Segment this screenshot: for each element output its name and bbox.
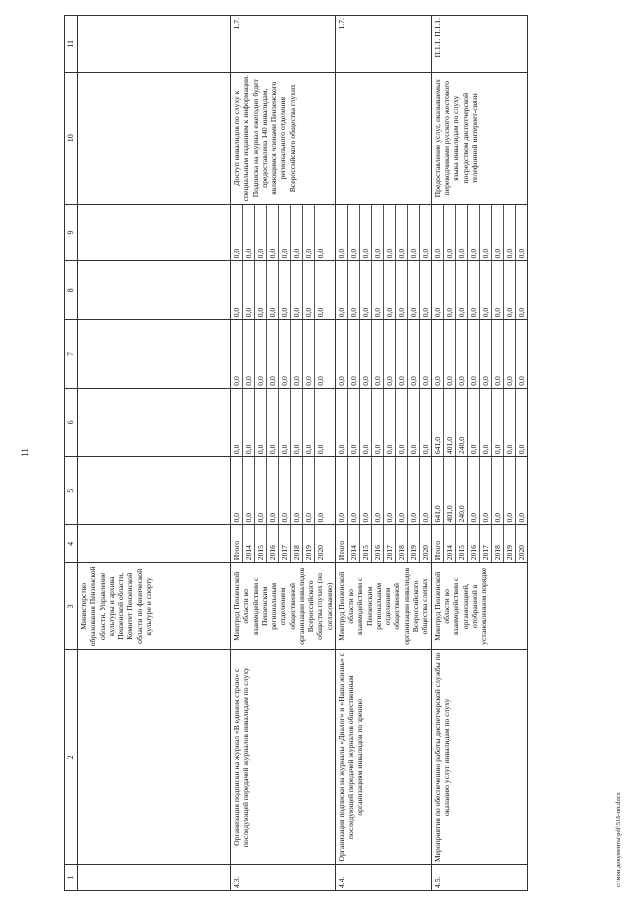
funding-total-value: 0,0: [231, 457, 243, 524]
funding-other-value: 0,0: [336, 205, 348, 261]
funding-local-value: 0,0: [291, 261, 303, 319]
year-list-value: 2017: [479, 525, 491, 562]
funding-other-value: 0,0: [503, 205, 515, 261]
year-list-value: 2016: [371, 525, 383, 562]
funding-total-value: 0,0: [291, 457, 303, 524]
funding-total: [231, 457, 336, 525]
funding-local-value: 0,0: [359, 261, 371, 319]
indicator-ref: 1.7.: [231, 16, 336, 73]
funding-total-value: 641,0: [432, 457, 444, 524]
funding-federal-value: 0,0: [479, 320, 491, 387]
page-number: 11: [20, 448, 30, 457]
funding-total-value: 0,0: [243, 457, 255, 524]
funding-federal-value: 0,0: [336, 320, 348, 387]
year-list-value: 2018: [395, 525, 407, 562]
year-list-value: 2016: [267, 525, 279, 562]
table-row: [431, 16, 527, 891]
funding-regional-value: 0,0: [516, 444, 526, 455]
table-row: [335, 16, 431, 891]
col-header-8: 8: [65, 261, 78, 320]
year-list-value: 2014: [243, 525, 255, 562]
indicator-ref: П.1.1. П.1.1.: [431, 16, 527, 73]
expected-result: Доступ инвалидов по слуху к специальным изданиям к информации. Подписка на журнал ежегодно будет предоставлена 140 инвалидам, являющимся членами Пензенского регионального отделения Всероссийского общества глухих: [231, 72, 336, 204]
funding-regional-value: 0,0: [336, 389, 348, 456]
funding-federal-value: 0,0: [467, 320, 479, 387]
funding-total-value: 0,0: [516, 512, 526, 523]
funding-regional-value: 0,0: [291, 389, 303, 456]
funding-local-value: 0,0: [371, 261, 383, 319]
year-list-value: 2014: [443, 525, 455, 562]
col-header-4: 4: [65, 525, 78, 563]
funding-total-value: 0,0: [359, 457, 371, 524]
funding-other: [335, 204, 431, 261]
funding-federal-value: 0,0: [267, 320, 279, 387]
funding-other-value: 0,0: [291, 205, 303, 261]
funding-total-value: 0,0: [503, 457, 515, 524]
funding-local-value: 0,0: [395, 261, 407, 319]
funding-local-value: 0,0: [303, 261, 315, 319]
measure-executor: Минтруд Пензенской области во взаимодействии с Пензенским региональным отделением общественной организации инвалидов Всероссийского общества слепых: [335, 563, 431, 650]
funding-local-value: 0,0: [503, 261, 515, 319]
funding-other-value: 0,0: [303, 205, 315, 261]
funding-other-value: 0,0: [395, 205, 407, 261]
funding-other: [431, 204, 527, 261]
funding-total-value: 0,0: [255, 457, 267, 524]
col-header-1: 1: [65, 865, 78, 891]
year-list-value: 2015: [359, 525, 371, 562]
funding-local-value: 0,0: [491, 261, 503, 319]
funding-federal-value: 0,0: [279, 320, 291, 387]
funding-federal-value: 0,0: [347, 320, 359, 387]
funding-total: [431, 457, 527, 525]
year-list: [431, 525, 527, 563]
funding-local-value: 0,0: [516, 307, 526, 318]
funding-federal-value: 0,0: [516, 376, 526, 386]
funding-regional-value: 0,0: [371, 389, 383, 456]
funding-total-value: 0,0: [279, 457, 291, 524]
funding-federal-value: 0,0: [491, 320, 503, 387]
year-list-value: 2020: [516, 545, 526, 561]
funding-federal-value: 0,0: [420, 376, 430, 386]
table-row: [231, 16, 336, 891]
funding-local-value: 0,0: [336, 261, 348, 319]
year-list-value: 2014: [347, 525, 359, 562]
funding-other-value: 0,0: [279, 205, 291, 261]
year-list-value: 2015: [255, 525, 267, 562]
year-list: [231, 525, 336, 563]
funding-federal-value: 0,0: [359, 320, 371, 387]
funding-other-value: 0,0: [455, 205, 467, 261]
funding-local-value: 0,0: [279, 261, 291, 319]
funding-federal-value: 0,0: [383, 320, 395, 387]
funding-regional-value: 0,0: [503, 389, 515, 456]
year-list-value: 2020: [420, 545, 430, 561]
funding-federal-value: 0,0: [432, 320, 444, 387]
funding-federal-value: 0,0: [407, 320, 419, 387]
funding-federal-value: 0,0: [255, 320, 267, 387]
indicator-ref: 1.7.: [335, 16, 431, 73]
funding-other-value: 0,0: [432, 205, 444, 261]
funding-regional-value: 0,0: [491, 389, 503, 456]
funding-other-value: 0,0: [371, 205, 383, 261]
funding-regional-value: 0,0: [407, 389, 419, 456]
funding-federal-value: 0,0: [231, 320, 243, 387]
funding-other-value: 0,0: [443, 205, 455, 261]
funding-local-value: 0,0: [267, 261, 279, 319]
funding-local: [335, 261, 431, 320]
funding-other-value: 0,0: [267, 205, 279, 261]
funding-federal-value: 0,0: [371, 320, 383, 387]
funding-other-value: 0,0: [255, 205, 267, 261]
year-list: [335, 525, 431, 563]
funding-federal: [335, 320, 431, 388]
funding-regional: [431, 388, 527, 456]
funding-regional-value: 0,0: [316, 444, 325, 455]
row-number: 4.4.: [335, 865, 431, 891]
funding-other-value: 0,0: [467, 205, 479, 261]
funding-local-value: 0,0: [255, 261, 267, 319]
year-list-value: 2019: [503, 525, 515, 562]
row-number: 4.3.: [231, 865, 336, 891]
table-body: [231, 16, 528, 891]
header-row: [65, 16, 78, 891]
measure-name: Мероприятия по обеспечению работы диспетчерской службы по оказанию услуг инвалидам по слуху: [431, 650, 527, 865]
funding-total-value: 240,0: [455, 457, 467, 524]
funding-regional: [231, 388, 336, 456]
measure-name: Организация подписки на журналы «Диалог» и «Наша жизнь» с последующей передачей журналов общественным организациям инвалидов по зрению: [335, 650, 431, 865]
funding-federal-value: 0,0: [291, 320, 303, 387]
expected-result: Предоставление услуг, оказываемых переводчиками русского жестового языка инвалидам по слуху посредством диспетчерской телефонной интернет-связи: [431, 72, 527, 204]
year-list-value: 2018: [291, 525, 303, 562]
col-header-5: 5: [65, 457, 78, 525]
funding-total-value: 0,0: [491, 457, 503, 524]
funding-federal-value: 0,0: [455, 320, 467, 387]
funding-federal: [231, 320, 336, 388]
funding-total-value: 401,0: [443, 457, 455, 524]
funding-local-value: 0,0: [432, 261, 444, 319]
funding-local-value: 0,0: [479, 261, 491, 319]
col-header-3: 3: [65, 563, 78, 650]
funding-total-value: 0,0: [467, 457, 479, 524]
year-list-value: 2017: [383, 525, 395, 562]
funding-total-value: 0,0: [267, 457, 279, 524]
funding-total-value: 0,0: [347, 457, 359, 524]
funding-federal: [431, 320, 527, 388]
funding-federal-value: 0,0: [243, 320, 255, 387]
year-list-value: Итого: [231, 525, 243, 562]
funding-regional-value: 0,0: [383, 389, 395, 456]
funding-local: [231, 261, 336, 320]
funding-local-value: 0,0: [420, 307, 430, 318]
year-list-value: 2019: [407, 525, 419, 562]
funding-total-value: 0,0: [371, 457, 383, 524]
funding-regional-value: 0,0: [255, 389, 267, 456]
funding-other-value: 0,0: [491, 205, 503, 261]
funding-other: [231, 204, 336, 261]
row-number: 4.5.: [431, 865, 527, 891]
funding-regional-value: 240,0: [455, 389, 467, 456]
measure-name: Организация подписки на журнал «В едином строю» с последующей передачей журналов инвалидам по слуху: [231, 650, 336, 865]
funding-total-value: 0,0: [303, 457, 315, 524]
year-list-value: 2020: [316, 545, 325, 561]
funding-other-value: 0,0: [516, 248, 526, 259]
funding-regional-value: 0,0: [359, 389, 371, 456]
year-list-value: Итого: [336, 525, 348, 562]
year-list-value: 2016: [467, 525, 479, 562]
funding-regional-value: 0,0: [267, 389, 279, 456]
funding-regional-value: 0,0: [279, 389, 291, 456]
continuation-row: [78, 16, 231, 891]
col-header-9: 9: [65, 204, 78, 261]
funding-total-value: 0,0: [479, 457, 491, 524]
funding-other-value: 0,0: [243, 205, 255, 261]
funding-regional-value: 0,0: [467, 389, 479, 456]
funding-total-value: 0,0: [395, 457, 407, 524]
funding-regional-value: 0,0: [231, 389, 243, 456]
col-header-6: 6: [65, 388, 78, 456]
year-list-value: 2015: [455, 525, 467, 562]
funding-total-value: 0,0: [407, 457, 419, 524]
funding-other-value: 0,0: [479, 205, 491, 261]
funding-local-value: 0,0: [443, 261, 455, 319]
funding-regional-value: 401,0: [443, 389, 455, 456]
funding-regional-value: 0,0: [395, 389, 407, 456]
funding-other-value: 0,0: [420, 248, 430, 259]
col-header-2: 2: [65, 650, 78, 865]
continued-executor-cell: Министерство образования Пензенской области, Управление культуры и архива Пензенской области, Комитет Пензенской области по физической культуре и спорту: [78, 563, 231, 650]
funding-other-value: 0,0: [316, 248, 325, 259]
year-list-value: 2019: [303, 525, 315, 562]
funding-other-value: 0,0: [407, 205, 419, 261]
funding-local-value: 0,0: [243, 261, 255, 319]
funding-local-value: 0,0: [383, 261, 395, 319]
funding-federal-value: 0,0: [503, 320, 515, 387]
col-header-10: 10: [65, 72, 78, 204]
funding-local-value: 0,0: [467, 261, 479, 319]
measure-executor: Минтруд Пензенской области во взаимодействии с организацией, отобранной в установленном порядке: [431, 563, 527, 650]
funding-local-value: 0,0: [407, 261, 419, 319]
col-header-11: 11: [65, 16, 78, 73]
funding-regional-value: 641,0: [432, 389, 444, 456]
measure-executor: Минтруд Пензенской области во взаимодействии с Пензенским региональным отделением общественной организации инвалидов Всероссийского общества глухих (по согласованию): [231, 563, 336, 650]
funding-federal-value: 0,0: [443, 320, 455, 387]
funding-local-value: 0,0: [347, 261, 359, 319]
year-list-value: 2017: [279, 525, 291, 562]
funding-other-value: 0,0: [231, 205, 243, 261]
funding-regional-value: 0,0: [243, 389, 255, 456]
funding-other-value: 0,0: [383, 205, 395, 261]
funding-local-value: 0,0: [455, 261, 467, 319]
funding-regional-value: 0,0: [303, 389, 315, 456]
funding-total-value: 0,0: [383, 457, 395, 524]
funding-regional-value: 0,0: [479, 389, 491, 456]
program-table: [64, 15, 528, 891]
funding-total: [335, 457, 431, 525]
funding-other-value: 0,0: [347, 205, 359, 261]
file-path-footer: c:\мои документы\рdf\516-пп.docx: [615, 792, 622, 887]
funding-regional-value: 0,0: [347, 389, 359, 456]
funding-federal-value: 0,0: [303, 320, 315, 387]
funding-total-value: 0,0: [420, 512, 430, 523]
funding-total-value: 0,0: [336, 457, 348, 524]
funding-local: [431, 261, 527, 320]
funding-regional: [335, 388, 431, 456]
funding-local-value: 0,0: [231, 261, 243, 319]
funding-regional-value: 0,0: [420, 444, 430, 455]
col-header-7: 7: [65, 320, 78, 388]
funding-other-value: 0,0: [359, 205, 371, 261]
expected-result: [335, 72, 431, 204]
funding-local-value: 0,0: [316, 307, 325, 318]
funding-federal-value: 0,0: [395, 320, 407, 387]
year-list-value: 2018: [491, 525, 503, 562]
funding-federal-value: 0,0: [316, 376, 325, 386]
funding-total-value: 0,0: [316, 512, 325, 523]
year-list-value: Итого: [432, 525, 444, 562]
